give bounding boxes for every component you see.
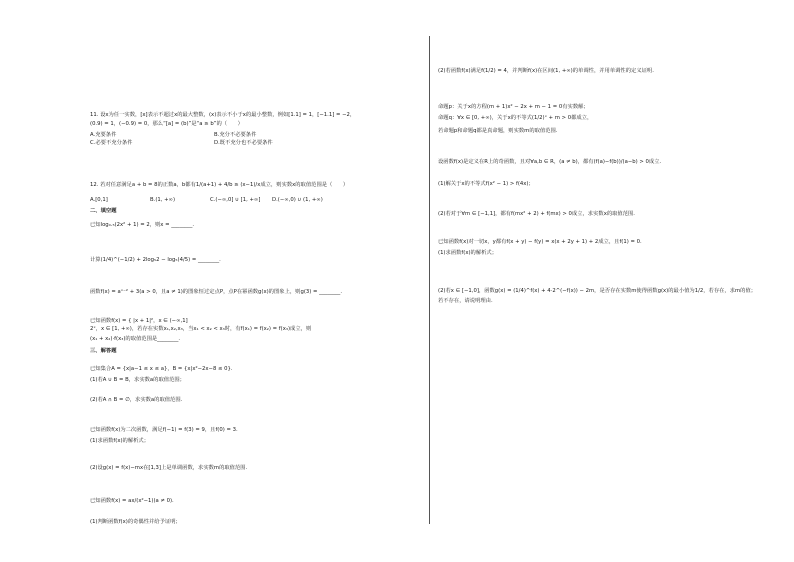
right-question-2-q: 命题q：∀x ∈ [0, +∞)，关于x的不等式(1/2)ˣ + m > 0都成立， [438,115,593,121]
solve-1-stem: 已知集合A = {x|a−1 ≤ x ≤ a}，B = {x|x²−2x−8 ≤ 0}. [90,366,233,372]
right-question-3-part-2: (2)若对于∀m ∈ [−1,1]，都有f(mx² + 2) + f(mx) > 0成立，求实数x的取值范围. [438,211,635,217]
right-question-2-p: 命题p：关于x的方程(m + 1)x² − 2x + m − 1 = 0有实数解； [438,104,589,110]
section-answer-title: 三、解答题 [90,348,117,354]
q12-option-c: C.(−∞,0] ∪ [1, +∞] [210,197,261,203]
solve-3-stem: 已知函数f(x) = ax/(x²−1)(a ≠ 0). [90,498,174,504]
column-divider [429,36,430,524]
solve-1-part-2: (2)若A ∩ B = ∅，求实数a的取值范围. [90,397,183,403]
right-question-4-stem: 已知函数f(x)对一切x，y都有f(x + y) − f(y) = x(x + 2y + 1) + 2成立，且f(1) = 0. [438,239,642,245]
q11-option-a: A.充要条件 [90,132,117,138]
q12-option-b: B.(1, +∞) [150,197,176,203]
right-question-3-stem: 设函数f(x)是定义在R上的奇函数，且对∀a,b ∈ R，(a ≠ b)，都有(f(a)−f(b))/(a−b) > 0成立. [438,159,662,165]
q11-option-c: C.必要不充分条件 [90,140,133,146]
solve-2-stem: 已知函数f(x)为二次函数，满足f(−1) = f(3) = 9，且f(0) = 3. [90,427,238,433]
solve-2-part-1: (1)求函数f(x)的解析式； [90,438,150,444]
q12-option-a: A.[0,1] [90,197,108,203]
fill-question-3: 函数f(x) = aˣ⁻² + 3(a > 0，且a ≠ 1)的图象恒过定点P，点P在幂函数g(x)的图象上，则g(3) = ________. [90,289,342,295]
q11-option-b: B.充分不必要条件 [214,132,257,138]
q11-option-d: D.既不充分也不必要条件 [214,140,273,146]
q11-stem-cont: (0.9) = 1，(−0.9) = 0，那么“[a] = (b)”是“a ≥ b”的（ ） [90,121,243,127]
solve-3-part-1: (1)判断函数f(x)的奇偶性并给予证明； [90,519,181,525]
right-question-1: (2)若函数f(x)满足f(1/2) = 4，并判断f(x)在区间(1, +∞)的单调性，并用单调性的定义证明. [438,68,654,74]
q12-stem: 12. 若对任意满足a + b = 8的正数a，b都有1/(a+1) + 4/b ≥ (x−1)/x成立，则实数x的取值范围是（ ） [90,182,349,188]
right-question-2-ask: 若命题p和命题q都是真命题，则实数m的取值范围. [438,128,558,134]
section-fill-in-title: 二、填空题 [90,208,117,214]
right-question-4-part-2-cont: 若不存在，请说明理由. [438,298,493,304]
q12-option-d: D.(−∞,0) ∪ (1, +∞) [272,197,323,203]
right-question-3-part-1: (1)解关于x的不等式f(x² − 1) > f(4x)； [438,181,534,187]
solve-1-part-1: (1)若A ∪ B = B，求实数a的取值范围； [90,377,185,383]
right-question-4-part-1: (1)求函数f(x)的解析式； [438,250,498,256]
fill-question-2: 计算(1/4)^(−1/2) + 2log₅2 − log₅(4/5) = ________. [90,257,221,263]
solve-2-part-2: (2)设g(x) = f(x)−mx在[1,3]上是单调函数，求实数m的取值范围. [90,465,248,471]
fill-question-4-line2: 2ˣ，x ∈ [1, +∞)，若存在实数x₁,x₂,x₃，当x₁ < x₂ < x₃时，有f(x₁) = f(x₂) = f(x₃)成立，则 [90,326,312,332]
q11-stem: 11. 设x为任一实数，[x]表示不超过x的最大整数，(x)表示不小于x的最小整数，例如[1.1] = 1，[−1.1] = −2， [90,112,356,118]
fill-question-4-line1: 已知函数f(x) = { |x + 1|²，x ∈ (−∞,1] [90,318,188,324]
right-question-4-part-2: (2)若x ∈ [−1,0]，函数g(x) = (1/4)^f(x) + 4·2^(−f(x)) − 2m，是否存在实数m使得函数g(x)的最小值为1/2，若存在，求m的值； [438,288,757,294]
fill-question-4-line3: (x₁ + x₂)·f(x₃)的取值范围是________. [90,336,181,342]
fill-question-1: 已知log₀.₅(2x² + 1) = 2，则x = ________. [90,222,195,228]
